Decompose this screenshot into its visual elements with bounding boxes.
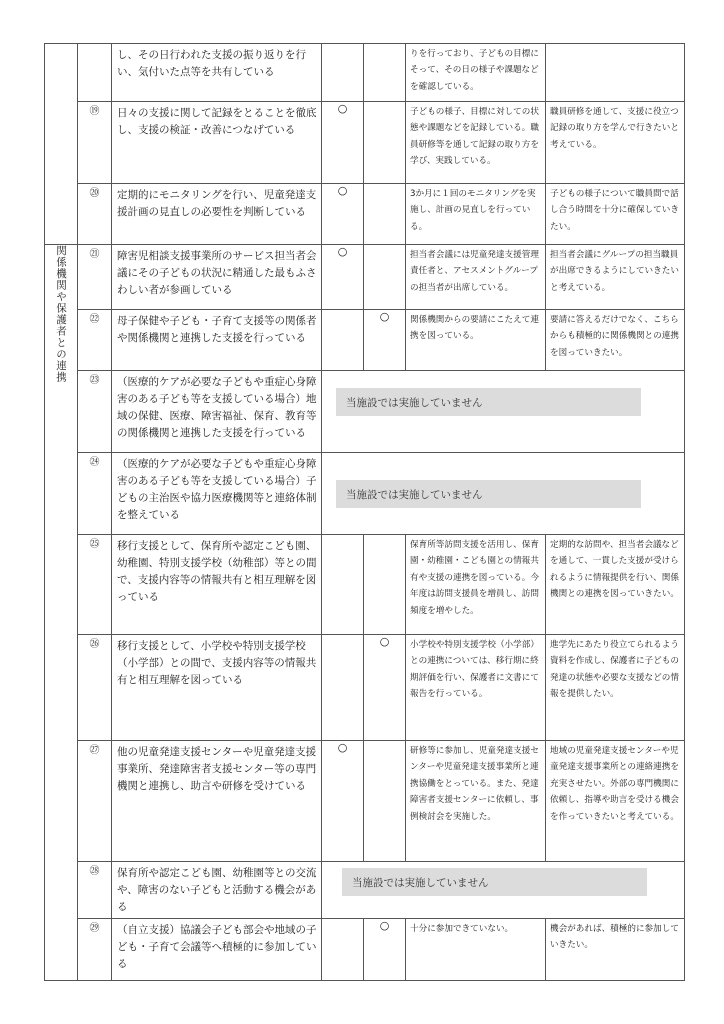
mark-a-cell — [322, 310, 364, 371]
note2-text — [546, 44, 684, 47]
not-applicable-cell — [322, 862, 685, 919]
item-number: ⑳ — [78, 184, 112, 245]
item-number — [78, 44, 112, 102]
item-number: ㉘ — [78, 862, 112, 919]
item-number: ㉗ — [78, 741, 112, 862]
mark-a-cell — [322, 919, 364, 981]
category-label: 関係機関や保護者との連携 — [55, 245, 67, 383]
mark-b-cell — [364, 184, 406, 245]
evaluation-table — [44, 43, 685, 981]
note2-cell — [546, 310, 685, 371]
note1-cell — [406, 635, 546, 741]
table-row — [45, 371, 685, 453]
note1-text: 保育所等訪問支援を活用し、保育園・幼稚園・こども園との情報共有や支援の連携を図っている。今年度は訪問支援員を増員し、訪問頻度を増やした。 — [410, 540, 539, 616]
item-cell — [112, 862, 322, 919]
table-row — [45, 635, 685, 741]
note1-text: 3か月に１回のモニタリングを実施し、計画の見直しを行っている。 — [410, 189, 536, 232]
mark-a-cell: ○ — [322, 741, 364, 862]
not-applicable-banner: 当施設では実施していません — [336, 388, 641, 416]
note1-cell — [406, 919, 546, 981]
table-row — [45, 184, 685, 245]
item-number: ⑲ — [78, 102, 112, 184]
note1-text: 研修等に参加し、児童発達支援センターや児童発達支援事業所と連携協働をとっている。また、発達障害者支援センターに依頼し、事例検討会を実施した。 — [410, 746, 539, 822]
mark-a-cell: ○ — [322, 245, 364, 310]
item-text: し、その日行われた支援の振り返りを行い、気付いた点等を共有している — [117, 49, 306, 78]
table-row — [45, 862, 685, 919]
item-number: ㉒ — [78, 310, 112, 371]
item-cell — [112, 184, 322, 245]
table-row — [45, 741, 685, 862]
mark-b-cell — [364, 102, 406, 184]
note1-text: 関係機関からの要請にこたえて連携を図っている。 — [410, 315, 539, 342]
table-row — [45, 245, 685, 310]
note2-cell — [546, 245, 685, 310]
note2-text: 職員研修を通して、支援に役立つ記録の取り方を学んで行きたいと考えている。 — [550, 107, 679, 150]
mark-a-cell — [322, 635, 364, 741]
table-row — [45, 44, 685, 102]
note2-cell — [546, 535, 685, 635]
item-cell — [112, 535, 322, 635]
mark-a-cell: ○ — [322, 102, 364, 184]
category-cell — [45, 245, 78, 981]
note2-cell — [546, 44, 685, 102]
note1-cell — [406, 245, 546, 310]
note2-text: 要請に答えるだけでなく、こちらからも積極的に関係機関との連携を図っていきたい。 — [550, 315, 679, 358]
item-number: ㉕ — [78, 535, 112, 635]
note1-cell — [406, 535, 546, 635]
note1-text: 小学校や特別支援学校（小学部）との連携については、移行期に終期評価を行い、保護者に文書にて報告を行っている。 — [410, 640, 539, 700]
item-text: （医療的ケアが必要な子どもや重症心身障害のある子ども等を支援している場合）子どもの主治医や協力医療機関等と連絡体制を整えている — [117, 458, 317, 521]
category-cell-blank — [45, 44, 78, 245]
table-row — [45, 310, 685, 371]
note2-cell — [546, 741, 685, 862]
item-text: 定期的にモニタリングを行い、児童発達支援計画の見直しの必要性を判断している — [117, 189, 317, 218]
item-text: 移行支援として、保育所や認定こども園、幼稚園、特別支援学校（幼稚部）等との間で、支援内容等の情報共有と相互理解を図っている — [117, 540, 317, 603]
item-text: （医療的ケアが必要な子どもや重症心身障害のある子ども等を支援している場合）地域の保健、医療、障害福祉、保育、教育等の関係機関と連携した支援を行っている — [117, 376, 317, 439]
not-applicable-cell — [322, 371, 685, 453]
item-cell — [112, 741, 322, 862]
mark-a-cell: ○ — [322, 184, 364, 245]
mark-b-cell: ○ — [364, 635, 406, 741]
note2-cell — [546, 919, 685, 981]
table-row — [45, 102, 685, 184]
note1-text: りを行っており、子どもの目標にそって、その日の様子や課題などを確認している。 — [410, 49, 539, 92]
mark-b-cell: ○ — [364, 310, 406, 371]
item-number: ㉓ — [78, 371, 112, 453]
item-cell — [112, 245, 322, 310]
not-applicable-banner: 当施設では実施していません — [336, 480, 641, 508]
item-cell — [112, 453, 322, 535]
note1-cell — [406, 102, 546, 184]
note1-cell — [406, 741, 546, 862]
note2-text: 機会があれば、積極的に参加していきたい。 — [550, 924, 679, 951]
item-cell — [112, 919, 322, 981]
note1-cell — [406, 44, 546, 102]
note2-cell — [546, 102, 685, 184]
mark-a-cell — [322, 535, 364, 635]
item-number: ㉙ — [78, 919, 112, 981]
mark-a-cell — [322, 44, 364, 102]
item-text: （自立支援）協議会子ども部会や地域の子ども・子育て会議等へ積極的に参加している — [117, 924, 317, 970]
mark-b-cell — [364, 741, 406, 862]
note2-cell — [546, 635, 685, 741]
table-row — [45, 453, 685, 535]
note1-cell — [406, 310, 546, 371]
item-cell — [112, 635, 322, 741]
item-number: ㉑ — [78, 245, 112, 310]
note1-text: 子どもの様子、目標に対しての状態や課題などを記録している。職員研修等を通して記録の取り方を学び、実践している。 — [410, 107, 539, 167]
mark-b-cell — [364, 44, 406, 102]
item-text: 移行支援として、小学校や特別支援学校（小学部）との間で、支援内容等の情報共有と相互理解を図っている — [117, 640, 317, 686]
not-applicable-cell — [322, 453, 685, 535]
note2-text: 地域の児童発達支援センターや児童発達支援事業所との連絡連携を充実させたい。外部の専門機関に依頼し、指導や助言を受ける機会を作っていきたいと考えている。 — [550, 746, 679, 822]
mark-b-cell — [364, 245, 406, 310]
table-row — [45, 535, 685, 635]
item-text: 他の児童発達支援センターや児童発達支援事業所、発達障害者支援センター等の専門機関と連携し、助言や研修を受けている — [117, 746, 317, 792]
note1-text: 十分に参加できていない。 — [410, 924, 514, 934]
item-number: ㉔ — [78, 453, 112, 535]
mark-b-cell — [364, 535, 406, 635]
note2-text: 進学先にあたり役立てられるよう資料を作成し、保護者に子どもの発達の状態や必要な支援などの情報を提供したい。 — [550, 640, 679, 700]
item-text: 母子保健や子ども・子育て支援等の関係者や関係機関と連携した支援を行っている — [117, 315, 317, 344]
item-cell — [112, 371, 322, 453]
note2-text: 子どもの様子について職員間で話し合う時間を十分に確保していきたい。 — [550, 189, 679, 232]
item-text: 障害児相談支援事業所のサービス担当者会議にその子どもの状況に精通した最もふさわしい者が参画している — [117, 250, 317, 296]
not-applicable-banner: 当施設では実施していません — [342, 868, 647, 896]
item-text: 日々の支援に関して記録をとることを徹底し、支援の検証・改善につなげている — [117, 107, 317, 136]
note2-text: 定期的な訪問や、担当者会議などを通して、一貫した支援が受けられるように情報提供を行い、関係機関との連携を図っていきたい。 — [550, 540, 679, 600]
item-cell — [112, 102, 322, 184]
table-row — [45, 919, 685, 981]
item-number: ㉖ — [78, 635, 112, 741]
item-cell — [112, 44, 322, 102]
note1-text: 担当者会議には児童発達支援管理責任者と、アセスメントグループの担当者が出席している。 — [410, 250, 539, 293]
note2-cell — [546, 184, 685, 245]
note2-text: 担当者会議にグループの担当職員が出席できるようにしていきたいと考えている。 — [550, 250, 679, 293]
note1-cell — [406, 184, 546, 245]
item-text: 保育所や認定こども園、幼稚園等との交流や、障害のない子どもと活動する機会がある — [117, 867, 317, 913]
item-cell — [112, 310, 322, 371]
mark-b-cell: ○ — [364, 919, 406, 981]
